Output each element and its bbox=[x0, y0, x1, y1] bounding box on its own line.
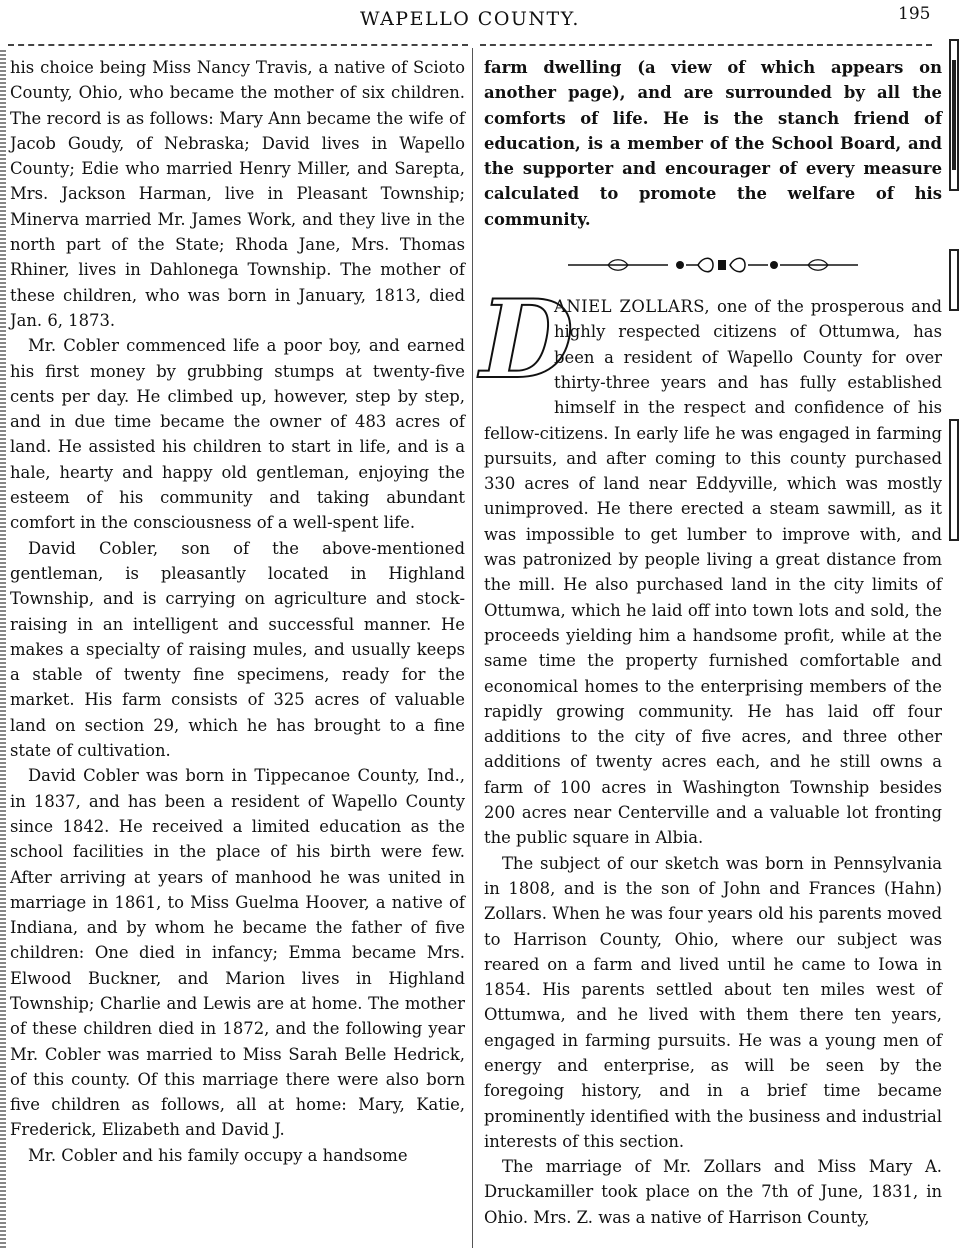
left-paragraph-2: Mr. Cobler commenced life a poor boy, and earned his first money by grubbing stumps at twenty-five cents per day. He climbed up, however, step by step, and in due time became the owner of 483 acres of land. He assisted his children to start in life, and is a hale, hearty and happy old gentleman, enjoying the esteem of his community and taking abundant comfort in the consciousness of a well-spent life. bbox=[10, 336, 465, 533]
right-continuation-paragraph: farm dwelling (a view of which appears on another page), and are surrounded by all the comforts of life. He is the stanch friend of education, is a member of the School Board, and the supporter and encourager of every measure calculated to promote the welfare of his community. bbox=[484, 58, 942, 229]
column-divider bbox=[472, 48, 473, 1248]
left-paragraph-4: David Cobler was born in Tippecanoe County, Ind., in 1837, and has been a resident of Wapello County since 1842. He received a limited education as the school facilities in the place of his birth were few. After arriving at years of manhood he was united in marriage in 1861, to Miss Guelma Hoover, a native of Indiana, and by whom he became the father of five children: One died in infancy; Emma became Mrs. Elwood Buckner, and Marion lives in Highland Township; Charlie and Lewis are at home. The mother of these children died in 1872, and the following year Mr. Cobler was married to Miss Sarah Belle Hedrick, of this county. Of this marriage there were also born five children as follows, all at home: Mary, Katie, Frederick, Elizabeth and David J. bbox=[10, 766, 465, 1140]
page-header bbox=[0, 4, 962, 34]
left-edge-border bbox=[0, 48, 6, 1248]
bio-paragraph-1-text: one of the prosperous and highly respected citizens of Ottumwa, has been a resident of Wapello County for over thirty-three years and has fully established himself in the respect and confidence of his fellow-citizens. In early life he was engaged in farming pursuits, and after coming to this county purchased 330 acres of land near Eddyville, which was mostly unimproved. He there erected a steam sawmill, as it was impossible to get lumber to improve with, and was patronized by people living a great distance from the mill. He also purchased land in the city limits of Ottumwa, which he laid off into town lots and sold, the proceeds yielding him a handsome profit, while at the same time the property furnished comfortable and economical homes to the enterprising members of the rapidly growing community. He has laid off four additions to the city of five acres, and three other additions of twenty acres each, and he still owns a farm of 100 acres in Washington Township besides 200 acres near Centerville and a valuable lot fronting the public square in Albia. bbox=[484, 297, 942, 848]
left-paragraph-5: Mr. Cobler and his family occupy a handsome bbox=[28, 1145, 408, 1165]
running-title: WAPELLO COUNTY. bbox=[360, 8, 580, 30]
right-edge-ornament bbox=[946, 0, 962, 560]
drop-cap-letter: D bbox=[480, 277, 574, 404]
bio-subject-name: ANIEL ZOLLARS, bbox=[554, 297, 711, 317]
scroll-ornament-icon bbox=[568, 254, 858, 276]
header-rule-right bbox=[480, 44, 932, 46]
bio-paragraph-2: The subject of our sketch was born in Pennsylvania in 1808, and is the son of John and Frances (Hahn) Zollars. When he was four years old his parents moved to Harrison County, Ohio, where our subject was reared on a farm and lived until he came to Iowa in 1854. His parents settled about ten miles west of Ottumwa, and he lived with them there ten years, engaged in farming pursuits. He was a young men of energy and enterprise, as will be seen by the foregoing history, and in a brief time became prominently identified with the business and industrial interests of this section. bbox=[484, 853, 942, 1151]
bio-paragraph-1 bbox=[480, 277, 942, 851]
left-paragraph-3: David Cobler, son of the above-mentioned gentleman, is pleasantly located in Highland Township, and is carrying on agriculture and stock-raising in an intelligent and successful manner. He makes a specialty of raising mules, and usually keeps a stable of twenty fine specimens, ready for the market. His farm consists of 325 acres of valuable land on section 29, which he has brought to a fine state of cultivation. bbox=[10, 538, 465, 761]
page-number: 195 bbox=[898, 4, 931, 24]
left-paragraph-1: his choice being Miss Nancy Travis, a native of Scioto County, Ohio, who became the mother of six children. The record is as follows: Mary Ann became the wife of Jacob Goudy, of Nebraska; David lives in Wapello County; Edie who married Henry Miller, and Sarepta, Mrs. Jackson Harman, live in Pleasant Township; Minerva married Mr. James Work, and they live in the north part of the State; Rhoda Jane, Mrs. Thomas Rhiner, lives in Dahlonega Township. The mother of these children, who was born in January, 1813, died Jan. 6, 1873. bbox=[10, 58, 465, 330]
right-column bbox=[480, 55, 942, 1230]
bio-paragraph-3: The marriage of Mr. Zollars and Miss Mary A. Druckamiller took place on the 7th of June, 1831, in Ohio. Mrs. Z. was a native of Harrison County, bbox=[484, 1157, 942, 1227]
left-column bbox=[10, 55, 465, 1168]
header-rule-left bbox=[8, 44, 468, 46]
